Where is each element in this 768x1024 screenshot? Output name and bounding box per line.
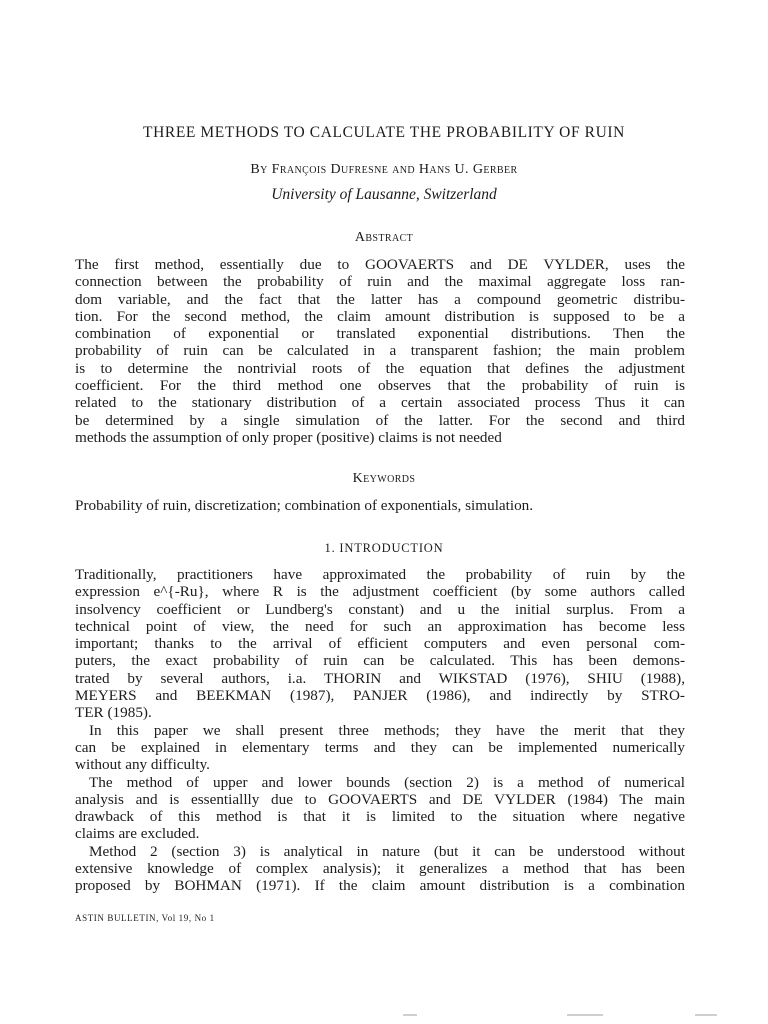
intro-line: TER (1985).	[75, 704, 152, 722]
intro-line: analysis and is essentiallly due to GOOVAERTS and DE VYLDER (1984) The main	[75, 790, 685, 808]
intro-line: The method of upper and lower bounds (section 2) is a method of numerical	[89, 773, 685, 791]
abstract-line: The first method, essentially due to GOOVAERTS and DE VYLDER, uses the	[75, 256, 685, 273]
affiliation: University of Lausanne, Switzerland	[271, 186, 497, 203]
intro-line: claims are excluded.	[75, 825, 200, 843]
abstract-line: tion. For the second method, the claim amount distribution is supposed to be a	[75, 307, 685, 325]
journal-footer: ASTIN BULLETIN, Vol 19, No 1	[75, 913, 215, 923]
abstract-line: dom variable, and the fact that the latter has a compound geometric distribu-	[75, 290, 685, 308]
abstract-line: is to determine the nontrivial roots of the equation that defines the adjustment	[75, 359, 685, 377]
intro-line: technical point of view, the need for such an approximation has become less	[75, 617, 685, 635]
intro-line: In this paper we shall present three methods; they have the merit that they	[89, 721, 685, 739]
introduction-heading: 1. INTRODUCTION	[324, 541, 444, 555]
intro-line: drawback of this method is that it is limited to the situation where negative	[75, 808, 685, 826]
intro-line: extensive knowledge of complex analysis); it generalizes a method that has been	[75, 860, 685, 878]
abstract-line: coefficient. For the third method one observes that the probability of ruin is	[75, 377, 685, 395]
author-line: By François Dufresne and Hans U. Gerber	[250, 162, 518, 177]
abstract-body	[75, 256, 685, 446]
keywords-heading: Keywords	[352, 471, 416, 486]
intro-line: Method 2 (section 3) is analytical in nature (but it can be understood without	[89, 842, 685, 860]
intro-line: expression e^{-Ru}, where R is the adjustment coefficient (by some authors called	[75, 583, 685, 601]
abstract-line: probability of ruin can be calculated in a transparent fashion; the main problem	[75, 342, 685, 360]
paper-title: THREE METHODS TO CALCULATE THE PROBABILITY OF RUIN	[143, 124, 625, 141]
intro-line: Traditionally, practitioners have approximated the probability of ruin by the	[75, 566, 685, 583]
keywords-body	[75, 497, 685, 514]
intro-line: important; thanks to the arrival of efficient computers and even personal com-	[75, 635, 685, 653]
abstract-line: related to the stationary distribution of a certain associated process Thus it can	[75, 394, 685, 412]
intro-line: puters, the exact probability of ruin can be calculated. This has been demons-	[75, 652, 685, 670]
intro-line: can be explained in elementary terms and they can be implemented numerically	[75, 738, 685, 756]
scan-speckle-marks	[395, 1012, 735, 1018]
abstract-heading: Abstract	[354, 230, 414, 245]
intro-line: MEYERS and BEEKMAN (1987), PANJER (1986), and indirectly by STRO-	[75, 687, 685, 705]
intro-line: proposed by BOHMAN (1971). If the claim amount distribution is a combination	[75, 877, 685, 895]
abstract-line: combination of exponential or translated exponential distributions. Then the	[75, 325, 685, 343]
abstract-line: methods the assumption of only proper (positive) claims is not needed	[75, 428, 502, 446]
intro-line: insolvency coefficient or Lundberg's constant) and u the initial surplus. From a	[75, 600, 685, 618]
abstract-line: be determined by a single simulation of the latter. For the second and third	[75, 411, 685, 429]
intro-line: without any difficulty.	[75, 756, 210, 774]
keywords-text: Probability of ruin, discretization; combination of exponentials, simulation.	[75, 497, 534, 514]
abstract-line: connection between the probability of ruin and the maximal aggregate loss ran-	[75, 273, 685, 291]
intro-line: trated by several authors, i.a. THORIN and WIKSTAD (1976), SHIU (1988),	[75, 669, 685, 687]
introduction-body	[75, 566, 685, 895]
